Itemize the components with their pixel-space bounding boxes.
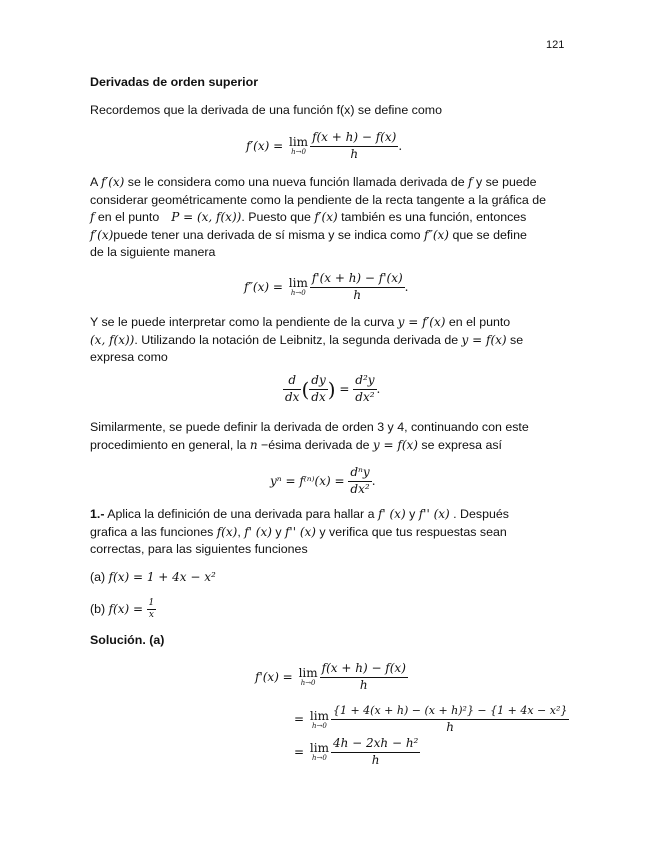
paragraph-leibnitz: Y se le puede interpretar como la pendiente de la curva y = f′(x) en el punto (x, f(x)). Utilizando la notación de Leibnitz, la segunda derivada de y = f(x) se expresa como — [90, 315, 524, 364]
solution-step-3: = lim h→0 $\frac{\text{4h − 2xh − h²}}{h}$ — [294, 736, 419, 767]
eq3-operator: $\frac{d}{dx}$ — [285, 373, 300, 404]
paragraph-intro: Recordemos que la derivada de una función f(x) se define como — [90, 103, 442, 117]
exercise-item-a: (a) f(x) = 1 + 4x − x² — [90, 570, 216, 584]
sol3-fraction: $\frac{\text{4h − 2xh − h²}}{h}$ — [332, 736, 419, 767]
paragraph-derivative-explanation: A f′(x) se le considera como una nueva función llamada derivada de f y se puede considerar geométricamente como la pendiente de la recta tangente a la gráfica de f en el punto P = (x, f(x)). Puesto que f′(x) también es una función, entonces f′(x)puede tener una derivada de sí misma y se indica como f″(x) que se define de la siguiente manera — [90, 175, 546, 259]
page-number: 121 — [546, 39, 565, 51]
eq4-fraction: $\frac{\text{dⁿy}}{\text{dx²}}$ — [350, 465, 370, 496]
equation-first-derivative: f′(x) = lim h→0 $\frac{f(x + h) - f(x)}{h}$ . — [246, 130, 403, 161]
exercise-item-b: (b) f(x) = $\frac{1}{x}$ — [90, 598, 155, 621]
exercise-number: 1.- — [90, 507, 105, 521]
sol1-limit: lim h→0 — [298, 666, 318, 688]
solution-step-1: f'(x) = lim h→0 $\frac{f(x + h) - f(x)}{h}$ — [255, 661, 406, 692]
eq2-limit: lim h→0 — [288, 276, 308, 298]
solution-step-2: = lim h→0 $\frac{\text{\{1 + 4(x + h) − (x + h)²\} − \{1 + 4x − x²\}}}{h}$ — [294, 704, 568, 734]
equation-second-derivative: f″(x) = lim h→0 $\frac{f'(x + h) - f'(x)}{h}$ . — [244, 271, 409, 302]
solution-title: Solución. (a) — [90, 633, 165, 647]
sol1-fraction: $\frac{f(x + h) - f(x)}{h}$ — [321, 661, 406, 692]
paragraph-nth-derivative: Similarmente, se puede definir la derivada de orden 3 y 4, continuando con este procedimiento en general, la n −ésima derivada de y = f(x) se expresa así — [90, 420, 529, 452]
eq1-lhs: f′(x) = — [246, 138, 284, 153]
eq2-lhs: f″(x) = — [244, 279, 283, 294]
equation-leibnitz: $\frac{d}{dx}$ ( $\frac{dy}{dx}$ ) = $\frac{\text{d²y}}{\text{dx²}}$ . — [285, 373, 381, 404]
section-heading: Derivadas de orden superior — [90, 75, 259, 89]
sol3-limit: lim h→0 — [309, 741, 329, 763]
exercise-statement: 1.- Aplica la definición de una derivada para hallar a f' (x) y f'' (x) . Después grafica a las funciones f(x), f' (x) y f'' (x) y verifica que tus respuestas sean correctas, para las siguientes funciones — [90, 507, 509, 556]
sol2-limit: lim h→0 — [309, 708, 329, 730]
equation-nth-derivative: yⁿ = f⁽ⁿ⁾(x) = $\frac{\text{dⁿy}}{\text{dx²}}$ . — [270, 465, 376, 496]
eq4-lhs: yⁿ = f⁽ⁿ⁾(x) = — [270, 473, 345, 488]
sol2-fraction: $\frac{\text{\{1 + 4(x + h) − (x + h)²\} − \{1 + 4x − x²\}}}{h}$ — [332, 704, 568, 734]
eq3-inner: $\frac{dy}{dx}$ — [311, 373, 326, 404]
eq1-limit: lim h→0 — [289, 135, 309, 157]
eq2-fraction: $\frac{f'(x + h) - f'(x)}{h}$ — [311, 271, 403, 302]
eq1-fraction: $\frac{f(x + h) - f(x)}{h}$ — [312, 130, 397, 161]
item-b-fraction: $\frac{1}{x}$ — [148, 598, 155, 621]
eq3-result: $\frac{\text{d²y}}{\text{dx²}}$ — [355, 373, 375, 404]
